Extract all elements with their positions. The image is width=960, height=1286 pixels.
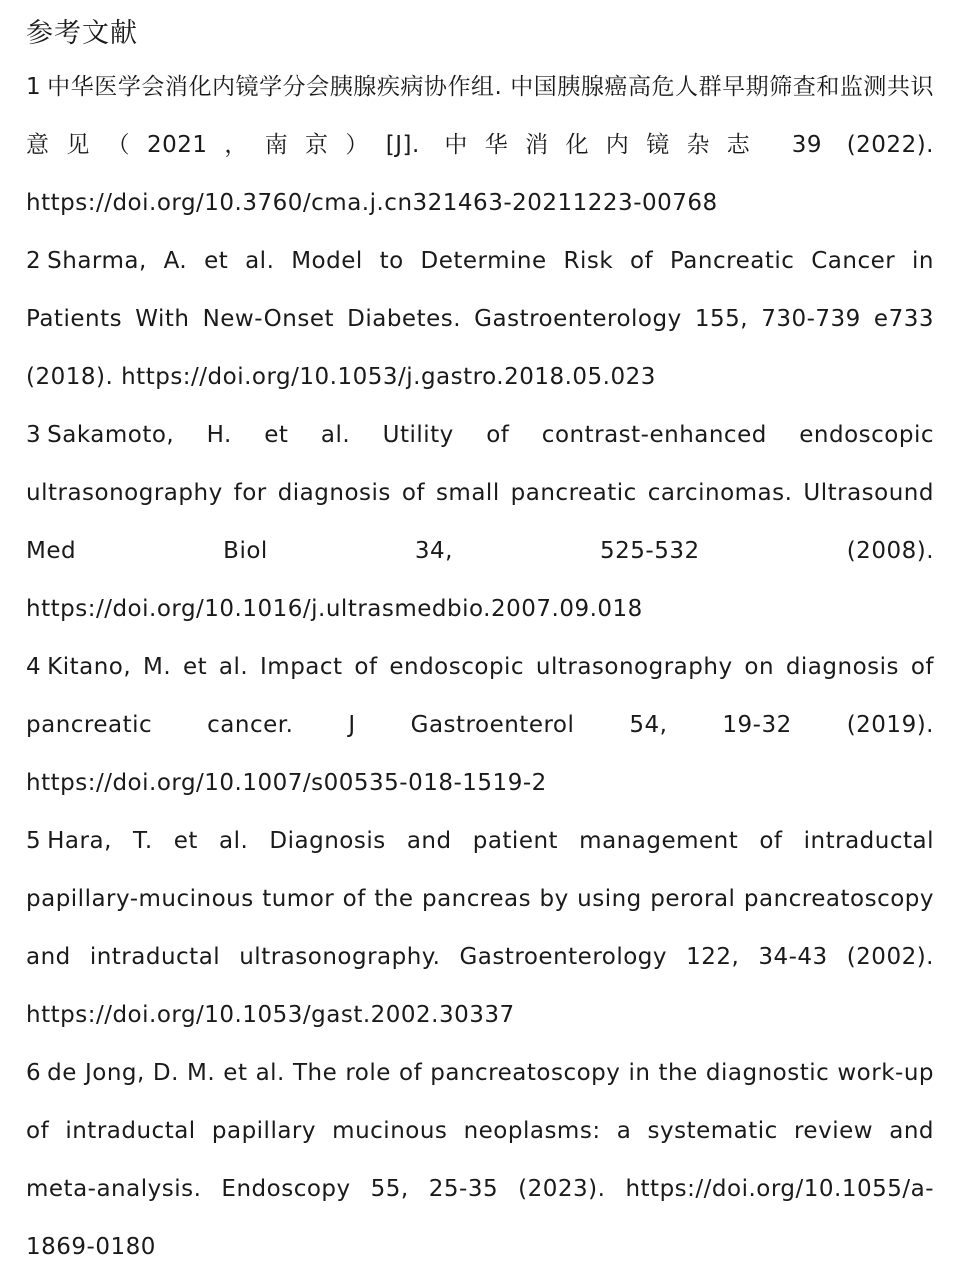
reference-number: 5 xyxy=(26,828,42,854)
reference-text: 中华医学会消化内镜学分会胰腺疾病协作组. 中国胰腺癌高危人群早期筛查和监测共识意见（2021，南京）[J]. 中华消化内镜杂志 39 (2022). https://doi.org/10.3760/cma.j.cn321463-20211223-00768 xyxy=(26,74,934,216)
reference-item-6 xyxy=(26,1044,934,1276)
reference-text: Sharma, A. et al. Model to Determine Risk of Pancreatic Cancer in Patients With New-Onset Diabetes. Gastroenterology 155, 730-739 e733 (2018). https://doi.org/10.1053/j.gastro.2018.05.023 xyxy=(26,248,934,390)
reference-item-2 xyxy=(26,232,934,406)
reference-text: Hara, T. et al. Diagnosis and patient management of intraductal papillary-mucinous tumor of the pancreas by using peroral pancreatoscopy and intraductal ultrasonography. Gastroenterology 122, 34-43 (2002). https://doi.org/10.1053/gast.2002.30337 xyxy=(26,828,934,1028)
reference-item-1 xyxy=(26,58,934,232)
reference-text: de Jong, D. M. et al. The role of pancreatoscopy in the diagnostic work-up of intraductal papillary mucinous neoplasms: a systematic review and meta-analysis. Endoscopy 55, 25-35 (2023). https://doi.org/10.1055/a-1869-0180 xyxy=(26,1060,934,1260)
reference-list xyxy=(26,58,934,1276)
reference-number: 3 xyxy=(26,422,42,448)
reference-item-4 xyxy=(26,638,934,812)
reference-item-5 xyxy=(26,812,934,1044)
reference-number: 6 xyxy=(26,1060,42,1086)
reference-number: 1 xyxy=(26,74,42,100)
reference-text: Sakamoto, H. et al. Utility of contrast-enhanced endoscopic ultrasonography for diagnosis of small pancreatic carcinomas. Ultrasound Med Biol 34, 525-532 (2008). https://doi.org/10.1016/j.ultrasmedbio.2007.09.018 xyxy=(26,422,934,622)
reference-number: 2 xyxy=(26,248,42,274)
references-heading: 参考文献 xyxy=(26,18,138,49)
reference-number: 4 xyxy=(26,654,42,680)
reference-text: Kitano, M. et al. Impact of endoscopic ultrasonography on diagnosis of pancreatic cancer. J Gastroenterol 54, 19-32 (2019). https://doi.org/10.1007/s00535-018-1519-2 xyxy=(26,654,934,796)
reference-item-3 xyxy=(26,406,934,638)
